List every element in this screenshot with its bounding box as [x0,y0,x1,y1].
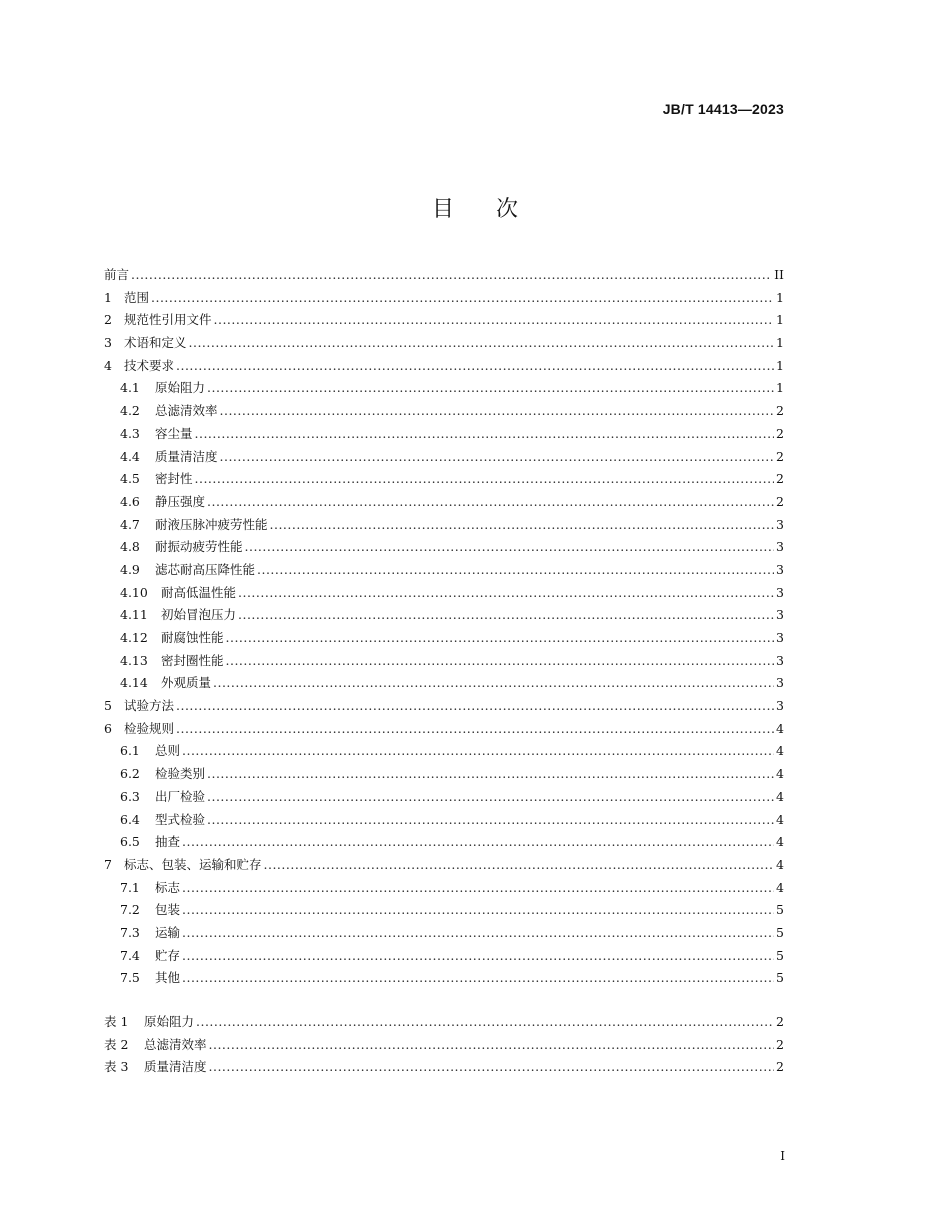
toc-entry-title: 标志、包装、运输和贮存 [124,856,262,872]
dot-leader [207,789,774,804]
dot-leader [195,426,774,441]
dot-leader [207,494,774,509]
toc-entry-number: 4.14 [120,675,148,691]
toc-entry[interactable] [104,741,784,764]
toc-entry-title: 标志 [155,879,181,895]
table-entry-title: 质量清洁度 [144,1059,207,1075]
table-entry[interactable] [104,1012,784,1035]
toc-entry-number: 7.4 [120,947,140,963]
toc-entry-page: 4 [776,879,784,895]
toc-entry-title: 外观质量 [161,675,212,691]
toc-entry[interactable] [104,651,784,674]
toc-entry-page: 4 [776,788,784,804]
toc-entry[interactable] [104,310,784,333]
toc-entry-title: 试验方法 [124,698,175,714]
table-entry-page: 2 [776,1014,784,1029]
toc-entry-page: 5 [776,970,784,986]
toc-entry-number: 4.7 [120,516,140,532]
table-entry-title: 总滤清效率 [144,1036,207,1052]
toc-entry[interactable] [104,356,784,379]
toc-entry-title: 耐振动疲劳性能 [155,539,243,555]
toc-entry-number: 4.6 [120,493,140,509]
toc-entry-title: 耐高低温性能 [161,584,237,600]
dot-leader [151,290,774,305]
toc-entry-number: 6.5 [120,834,140,850]
dot-leader [226,630,774,645]
table-entry-number: 表 3 [104,1059,129,1075]
dot-leader [176,698,774,713]
dot-leader [220,449,774,464]
toc-entry-number: 4.2 [120,403,140,419]
toc-entry[interactable] [104,401,784,424]
toc-entry-title: 型式检验 [155,811,206,827]
table-entry-number: 表 1 [104,1014,129,1029]
toc-entry-page: 1 [776,289,784,305]
toc-entry-title: 抽查 [155,834,181,850]
table-list [104,1012,784,1080]
toc-entry-page: 5 [776,924,784,940]
dot-leader [182,880,774,895]
toc-entry-title: 范围 [124,289,150,305]
toc-entry[interactable] [104,900,784,923]
page-number: I [780,1149,785,1163]
dot-leader [176,358,774,373]
toc-entry-page: 1 [776,380,784,396]
toc-entry-title: 静压强度 [155,493,206,509]
standard-code: JB/T 14413—2023 [662,101,784,117]
dot-leader [213,675,774,690]
toc-entry[interactable] [104,424,784,447]
toc-entry-title: 滤芯耐高压降性能 [155,561,256,577]
toc-entry-page: 3 [776,652,784,668]
toc-entry[interactable] [104,378,784,401]
toc-entry-page: 1 [776,357,784,373]
dot-leader [226,653,774,668]
toc-entry-page: 3 [776,584,784,600]
toc-entry-page: 4 [776,743,784,759]
dot-leader [182,948,774,963]
toc-entry-number: 7.3 [120,924,140,940]
toc-entry-number: 7.1 [120,879,140,895]
toc-entry-page: 4 [776,811,784,827]
toc-entry-number: 4 [104,357,112,373]
toc-entry-page: 3 [776,675,784,691]
dot-leader [245,539,774,554]
toc-entry-page: 4 [776,720,784,736]
dot-leader [182,834,774,849]
toc-entry-title: 密封圈性能 [161,652,224,668]
toc-entry[interactable] [104,946,784,969]
toc-entry-page: 3 [776,516,784,532]
toc-entry[interactable] [104,560,784,583]
toc-entry-number: 4.8 [120,539,140,555]
title-char-left: 目 [431,197,454,222]
dot-leader [238,585,774,600]
toc-entry-number: 4.11 [120,607,148,623]
toc-entry[interactable] [104,696,784,719]
toc-entry[interactable] [104,673,784,696]
toc-entry[interactable] [104,878,784,901]
toc-entry-page: 5 [776,902,784,918]
dot-leader [207,812,774,827]
toc-entry-title: 运输 [155,924,181,940]
toc-entry[interactable] [104,265,784,288]
toc-entry-title: 术语和定义 [124,335,187,351]
toc-entry[interactable] [104,923,784,946]
toc-entry[interactable] [104,764,784,787]
dot-leader [264,857,774,872]
toc-entry-page: 4 [776,834,784,850]
toc-entry-number: 7 [104,856,112,872]
table-entry-page: 2 [776,1059,784,1075]
toc-entry-title: 贮存 [155,947,181,963]
toc-entry-page: 2 [776,471,784,487]
toc-entry[interactable] [104,537,784,560]
toc-entry-title: 包装 [155,902,181,918]
dot-leader [182,925,774,940]
toc-entry[interactable] [104,333,784,356]
toc-entry-number: 4.13 [120,652,148,668]
toc-entry[interactable] [104,810,784,833]
toc-entry[interactable] [104,515,784,538]
table-entry[interactable] [104,1057,784,1080]
toc-entry-title: 初始冒泡压力 [161,607,237,623]
toc-entry-title: 技术要求 [124,357,175,373]
toc-entry-title: 前言 [104,267,130,282]
toc-entry-number: 4.5 [120,471,140,487]
toc-entry-number: 6.4 [120,811,140,827]
toc-entry-title: 容尘量 [155,425,193,441]
toc-entry-page: 3 [776,561,784,577]
toc-entry-title: 检验规则 [124,720,175,736]
toc-entry[interactable] [104,968,784,991]
toc-entry-title: 质量清洁度 [155,448,218,464]
toc-entry-number: 5 [104,698,112,714]
toc-entry[interactable] [104,787,784,810]
toc-entry-title: 耐液压脉冲疲劳性能 [155,516,268,532]
toc-entry-page: 1 [776,312,784,328]
toc-entry-number: 1 [104,289,112,305]
toc-entry-number: 6.1 [120,743,140,759]
dot-leader [238,607,774,622]
dot-leader [182,902,774,917]
toc-entry[interactable] [104,469,784,492]
page-title [0,192,950,223]
toc-entry[interactable] [104,719,784,742]
dot-leader [209,1037,774,1052]
toc-entry-page: 3 [776,698,784,714]
toc-entry-number: 3 [104,335,112,351]
dot-leader [196,1014,774,1029]
table-entry[interactable] [104,1035,784,1058]
dot-leader [195,471,774,486]
toc-entry-number: 4.1 [120,380,140,396]
toc-entry-title: 其他 [155,970,181,986]
toc-entry-page: 1 [776,335,784,351]
title-char-right: 次 [496,197,519,222]
toc-entry-title: 原始阻力 [155,380,206,396]
toc-entry-page: 2 [776,403,784,419]
dot-leader [207,380,774,395]
toc-entry[interactable] [104,288,784,311]
toc-entry-page: 3 [776,607,784,623]
dot-leader [182,743,774,758]
toc-entry-number: 4.4 [120,448,140,464]
toc-entry-title: 耐腐蚀性能 [161,630,224,645]
toc-entry-number: 4.9 [120,561,140,577]
toc-entry-number: 4.12 [120,630,148,645]
dot-leader [189,335,774,350]
toc-entry-page: 2 [776,448,784,464]
table-entry-title: 原始阻力 [144,1014,195,1029]
toc-entry-number: 2 [104,312,112,328]
toc-entry[interactable] [104,855,784,878]
toc-entry[interactable] [104,583,784,606]
toc-entry-number: 4.10 [120,584,148,600]
toc-entry[interactable] [104,605,784,628]
toc-entry-number: 7.5 [120,970,140,986]
dot-leader [257,562,774,577]
dot-leader [207,766,774,781]
table-of-contents [104,265,784,1080]
toc-entry-title: 出厂检验 [155,788,206,804]
toc-entry[interactable] [104,628,784,651]
dot-leader [182,970,774,985]
dot-leader [131,267,772,282]
toc-entry-title: 总则 [155,743,181,759]
toc-entry-number: 7.2 [120,902,140,918]
toc-entry-page: 2 [776,493,784,509]
toc-entry-page: 4 [776,766,784,782]
toc-entry-number: 6.3 [120,788,140,804]
toc-entry[interactable] [104,832,784,855]
toc-entry-title: 检验类别 [155,766,206,782]
dot-leader [209,1059,774,1074]
toc-entry-title: 密封性 [155,471,193,487]
toc-entry-page: 4 [776,856,784,872]
toc-entry-title: 总滤清效率 [155,403,218,419]
dot-leader [214,312,774,327]
toc-entry[interactable] [104,447,784,470]
toc-entries [104,265,784,991]
toc-entry-number: 6 [104,720,112,736]
toc-entry-title: 规范性引用文件 [124,312,212,328]
table-entry-page: 2 [776,1036,784,1052]
dot-leader [220,403,774,418]
toc-entry-page: 2 [776,425,784,441]
table-entry-number: 表 2 [104,1036,129,1052]
toc-entry-page: II [774,267,784,282]
toc-entry-number: 6.2 [120,766,140,782]
dot-leader [176,721,774,736]
toc-entry-page: 3 [776,539,784,555]
toc-entry-page: 5 [776,947,784,963]
toc-entry[interactable] [104,492,784,515]
toc-entry-number: 4.3 [120,425,140,441]
dot-leader [270,517,774,532]
toc-entry-page: 3 [776,630,784,645]
